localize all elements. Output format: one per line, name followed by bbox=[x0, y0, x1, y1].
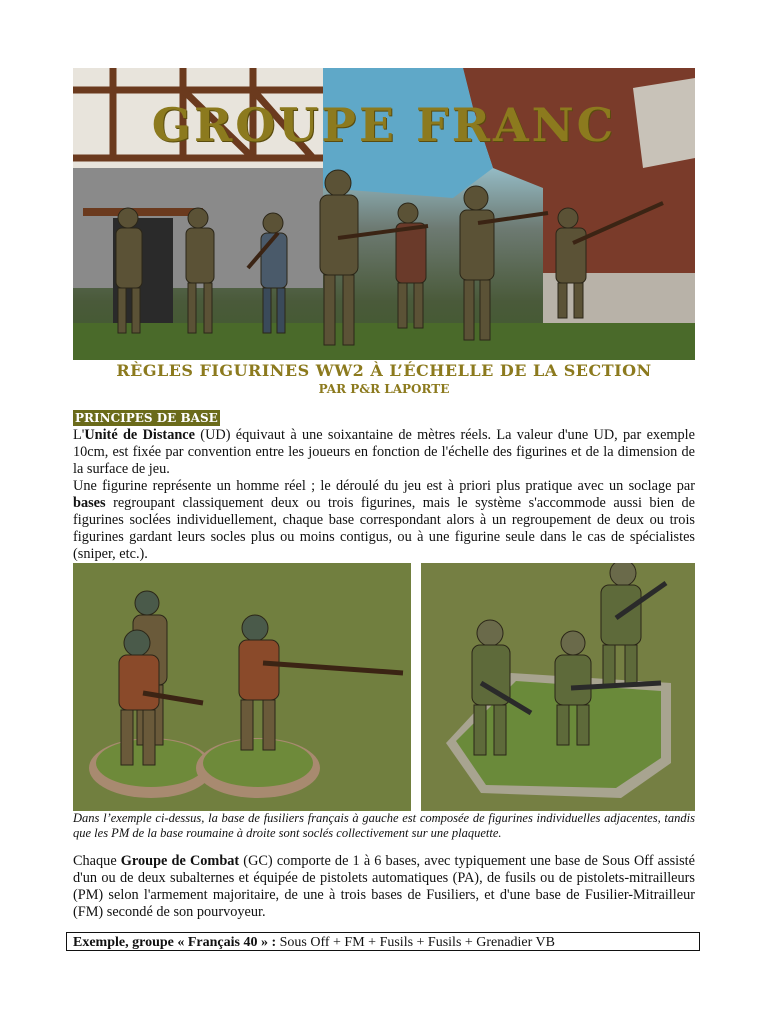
term-bases: bases bbox=[73, 495, 106, 511]
banner-title: GROUPE FRANC bbox=[151, 98, 617, 152]
photo-romanian-smg-base bbox=[421, 563, 695, 811]
example-box bbox=[66, 932, 700, 951]
example-lead: Exemple, groupe « Français 40 » : bbox=[73, 935, 277, 950]
paragraph-body: regroupant classiquement deux ou trois figurines, mais le système s'accommode aussi bien de figurines soclées individuellement, chaque base correspondant alors à un regroupement de deux ou trois figurines gardant leurs socles plus ou moins contigus, ou à une figurine seule dans le cas de spécialistes (sniper, etc.). bbox=[73, 495, 695, 562]
photo-french-riflemen bbox=[73, 563, 411, 811]
paragraph-lead: L' bbox=[73, 427, 85, 443]
paragraph-body: (UD) équivaut à une soixantaine de mètres réels. La valeur d'une UD, par exemple 10cm, est fixée par convention entre les joueurs en fonction de l'échelle des figurines et de la dimension de la surface de jeu. bbox=[73, 427, 696, 477]
paragraph-lead: Une figurine représente un homme réel ; le déroulé du jeu est à priori plus pratique avec un soclage par bbox=[73, 478, 695, 494]
document-subtitle: RÈGLES FIGURINES WW2 À L’ÉCHELLE DE LA SECTION bbox=[116, 361, 652, 380]
paragraph-bases bbox=[73, 478, 695, 563]
paragraph-body: (GC) comporte de 1 à 6 bases, avec typiquement une base de Sous Off assisté d'un ou de deux subalternes et équipée de pistolets automatiques (PA), de fusils ou de pistolets-mitrailleurs (PM) selon l'armement majoritaire, de une à trois bases de Fusiliers, et d'une base de Fusilier-Mitrailleur (FM) secondé de son pourvoyeur. bbox=[73, 853, 695, 920]
author-byline: PAR P&R LAPORTE bbox=[318, 382, 450, 396]
term-unite-distance: Unité de Distance bbox=[84, 427, 195, 443]
banner-image bbox=[73, 68, 695, 360]
paragraph-lead: Chaque bbox=[73, 853, 121, 869]
section-heading: PRINCIPES DE BASE bbox=[75, 411, 218, 425]
paragraph-unite-distance bbox=[73, 427, 695, 478]
term-groupe-combat: Groupe de Combat bbox=[120, 853, 240, 869]
example-composition: Sous Off + FM + Fusils + Fusils + Grenadier VB bbox=[276, 935, 555, 950]
photo-caption: Dans l’exemple ci-dessus, la base de fusiliers français à gauche est composée de figurines individuelles adjacentes, tandis que les PM de la base roumaine à droite sont soclés collectivement sur une plaquette. bbox=[73, 811, 695, 840]
photo-french-riflemen-illustration bbox=[73, 563, 411, 811]
photo-romanian-smg-base-illustration bbox=[421, 563, 695, 811]
paragraph-groupe-combat bbox=[73, 853, 695, 921]
